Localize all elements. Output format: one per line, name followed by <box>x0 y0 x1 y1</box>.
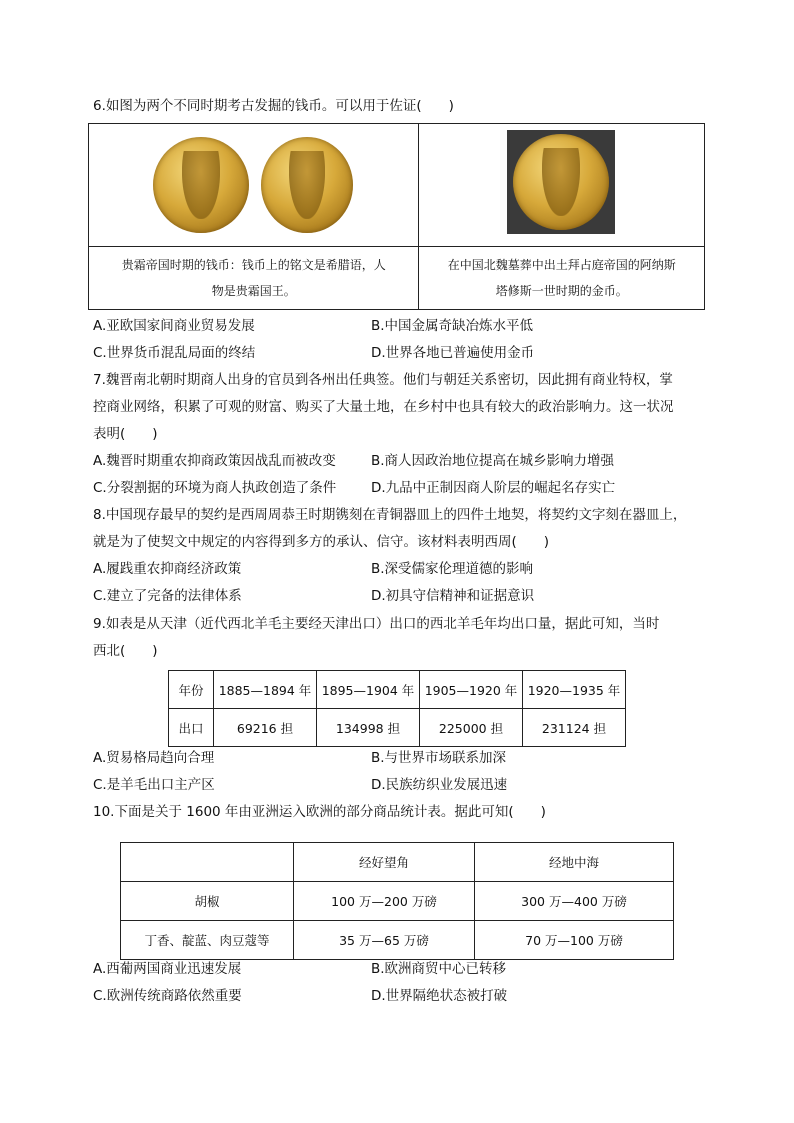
q10-option-c[interactable]: C.欧洲传统商路依然重要 <box>93 988 242 1004</box>
table-row-label: 出口 <box>169 709 214 747</box>
table-cell: 100 万—200 万磅 <box>294 882 475 921</box>
q7-option-a[interactable]: A.魏晋时期重农抑商政策因战乱而被改变 <box>93 453 336 469</box>
table-cell: 300 万—400 万磅 <box>475 882 674 921</box>
table-corner-cell <box>121 843 294 882</box>
kushan-caption-line-1: 贵霜帝国时期的钱币：钱币上的铭文是希腊语，人 <box>121 258 386 272</box>
q8-option-d[interactable]: D.初具守信精神和证据意识 <box>371 588 535 604</box>
q6-stem: 6.如图为两个不同时期考古发掘的钱币。可以用于佐证( ) <box>93 98 454 114</box>
kushan-coin-image-cell <box>89 124 419 247</box>
table-cell: 69216 担 <box>214 709 317 747</box>
q7-stem-line-2: 控商业网络，积累了可观的财富、购买了大量土地，在乡村中也具有较大的政治影响力。这一状况 <box>93 399 674 415</box>
q10-stem: 10.下面是关于 1600 年由亚洲运入欧洲的部分商品统计表。据此可知( ) <box>93 804 546 820</box>
q6-option-a[interactable]: A.亚欧国家间商业贸易发展 <box>93 318 255 334</box>
table-cell: 225000 担 <box>420 709 523 747</box>
kushan-coin-reverse-image <box>261 137 353 233</box>
table-header-cell: 经好望角 <box>294 843 475 882</box>
q9-stem-line-2: 西北( ) <box>93 643 158 659</box>
kushan-coin-caption <box>89 247 419 310</box>
q8-option-c[interactable]: C.建立了完备的法律体系 <box>93 588 242 604</box>
table-row <box>121 843 674 882</box>
q8-stem-line-2: 就是为了使契文中规定的内容得到多方的承认、信守。该材料表明西周( ) <box>93 534 550 550</box>
q7-option-b[interactable]: B.商人因政治地位提高在城乡影响力增强 <box>371 453 615 469</box>
byzantine-coin-caption <box>419 247 705 310</box>
q9-option-b[interactable]: B.与世界市场联系加深 <box>371 750 507 766</box>
table-header-cell: 经地中海 <box>475 843 674 882</box>
table-header-cell: 1895—1904 年 <box>317 671 420 709</box>
q8-stem-line-1: 8.中国现存最早的契约是西周周恭王时期镌刻在青铜器皿上的四件土地契，将契约文字刻在器皿上， <box>93 507 687 523</box>
q7-stem-line-1: 7.魏晋南北朝时期商人出身的官员到各州出任典签。他们与朝廷关系密切，因此拥有商业特权，掌 <box>93 372 673 388</box>
table-row-label: 胡椒 <box>121 882 294 921</box>
byzantine-coin-image <box>507 130 615 234</box>
q9-stem-line-1: 9.如表是从天津（近代西北羊毛主要经天津出口）出口的西北羊毛年均出口量，据此可知，当时 <box>93 616 660 632</box>
table-cell: 70 万—100 万磅 <box>475 921 674 960</box>
q9-wool-export-table <box>168 670 626 747</box>
table-header-cell: 1885—1894 年 <box>214 671 317 709</box>
table-row <box>169 709 626 747</box>
table-row <box>121 921 674 960</box>
q9-option-c[interactable]: C.是羊毛出口主产区 <box>93 777 215 793</box>
kushan-caption-line-2: 物是贵霜国王。 <box>211 284 296 298</box>
q7-stem-line-3: 表明( ) <box>93 426 158 442</box>
table-cell: 134998 担 <box>317 709 420 747</box>
byzantine-caption-line-1: 在中国北魏墓葬中出土拜占庭帝国的阿纳斯 <box>447 258 676 272</box>
table-row <box>169 671 626 709</box>
q6-option-d[interactable]: D.世界各地已普遍使用金币 <box>371 345 535 361</box>
table-cell: 35 万—65 万磅 <box>294 921 475 960</box>
q9-option-d[interactable]: D.民族纺织业发展迅速 <box>371 777 508 793</box>
q6-option-b[interactable]: B.中国金属奇缺冶炼水平低 <box>371 318 534 334</box>
q7-option-c[interactable]: C.分裂割据的环境为商人执政创造了条件 <box>93 480 337 496</box>
q8-option-b[interactable]: B.深受儒家伦理道德的影响 <box>371 561 534 577</box>
table-header-cell: 1920—1935 年 <box>523 671 626 709</box>
table-row-label: 丁香、靛蓝、肉豆蔻等 <box>121 921 294 960</box>
q9-option-a[interactable]: A.贸易格局趋向合理 <box>93 750 215 766</box>
q10-option-a[interactable]: A.西葡两国商业迅速发展 <box>93 961 242 977</box>
table-header-cell: 1905—1920 年 <box>420 671 523 709</box>
q10-goods-table <box>120 842 674 960</box>
q8-option-a[interactable]: A.履践重农抑商经济政策 <box>93 561 242 577</box>
kushan-coin-obverse-image <box>153 137 249 233</box>
q10-option-b[interactable]: B.欧洲商贸中心已转移 <box>371 961 507 977</box>
table-cell: 231124 担 <box>523 709 626 747</box>
q6-option-c[interactable]: C.世界货币混乱局面的终结 <box>93 345 256 361</box>
table-header-cell: 年份 <box>169 671 214 709</box>
byzantine-caption-line-2: 塔修斯一世时期的金币。 <box>495 284 628 298</box>
table-row <box>121 882 674 921</box>
q10-option-d[interactable]: D.世界隔绝状态被打破 <box>371 988 508 1004</box>
q7-option-d[interactable]: D.九品中正制因商人阶层的崛起名存实亡 <box>371 480 616 496</box>
